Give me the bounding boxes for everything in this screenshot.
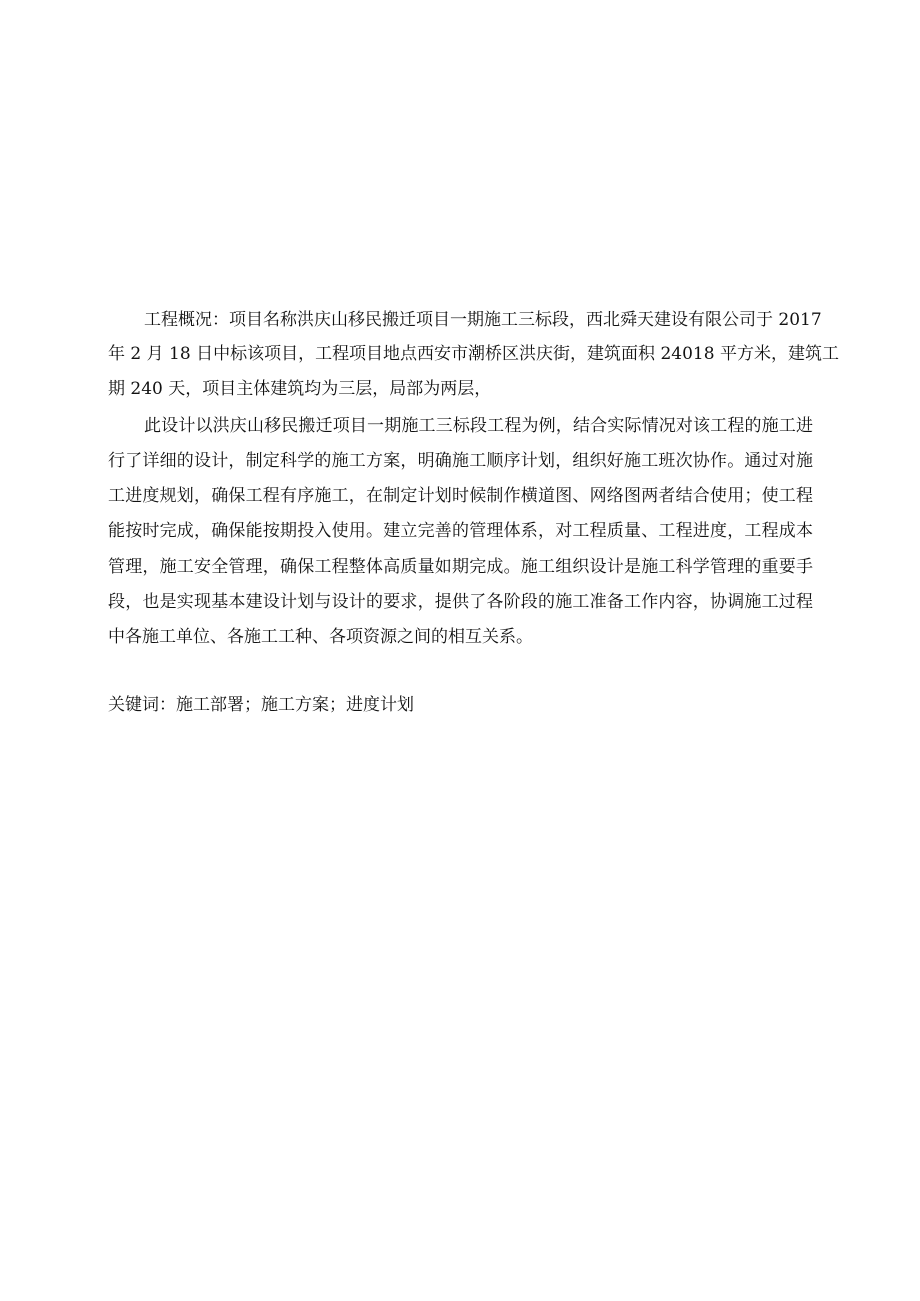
- paragraph-2-line-3: 工进度规划，确保工程有序施工，在制定计划时候制作横道图、网络图两者结合使用；使工程: [108, 486, 813, 506]
- keywords-line: 关键词：施工部署；施工方案；进度计划: [108, 695, 414, 715]
- paragraph-1-line-1: 工程概况：项目名称洪庆山移民搬迁项目一期施工三标段，西北舜天建设有限公司于 2017: [144, 310, 822, 330]
- paragraph-2-line-7: 中各施工单位、各施工工种、各项资源之间的相互关系。: [108, 627, 533, 647]
- paragraph-2-line-4: 能按时完成，确保能按期投入使用。建立完善的管理体系，对工程质量、工程进度，工程成本: [108, 521, 813, 541]
- paragraph-2-line-2: 行了详细的设计，制定科学的施工方案，明确施工顺序计划，组织好施工班次协作。通过对施: [108, 451, 813, 471]
- paragraph-2-line-1: 此设计以洪庆山移民搬迁项目一期施工三标段工程为例，结合实际情况对该工程的施工进: [144, 416, 813, 436]
- paragraph-1-line-3: 期 240 天，项目主体建筑均为三层，局部为两层，: [108, 379, 492, 399]
- paragraph-2-line-6: 段，也是实现基本建设计划与设计的要求，提供了各阶段的施工准备工作内容，协调施工过程: [108, 592, 813, 612]
- paragraph-2-line-5: 管理，施工安全管理，确保工程整体高质量如期完成。施工组织设计是施工科学管理的重要手: [108, 557, 813, 577]
- paragraph-1-line-2: 年 2 月 18 日中标该项目，工程项目地点西安市潮桥区洪庆街，建筑面积 24018 平方米，建筑工: [108, 344, 839, 364]
